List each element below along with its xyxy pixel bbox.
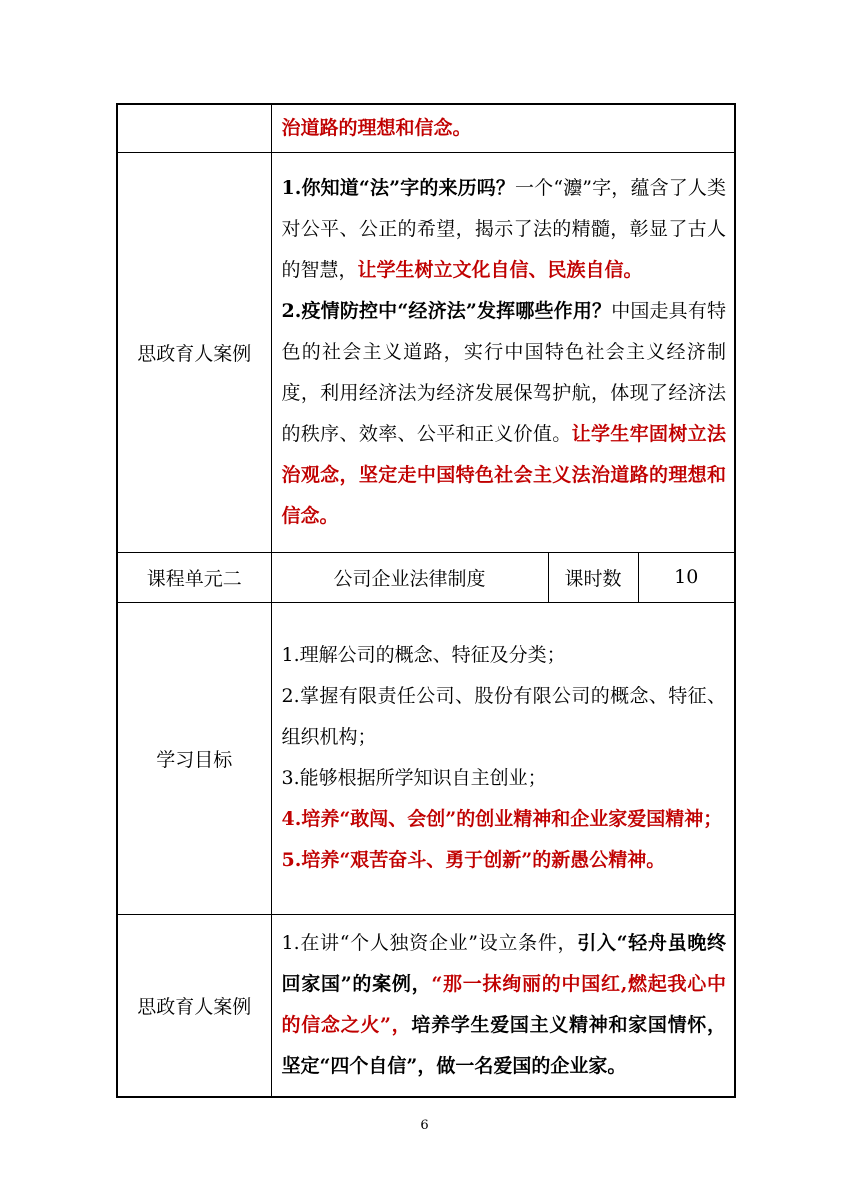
curriculum-table (116, 103, 736, 1098)
case-row-1 (117, 152, 735, 552)
continuation-row (117, 104, 735, 152)
case1-body-1: 一个“灋”字，蕴含了人类对公平、公正的希望，揭示了法的精髓，彰显了古人的智慧， (281, 176, 727, 281)
goals-label: 学习目标 (117, 602, 271, 914)
continuation-label-cell (117, 104, 271, 152)
case-content-2 (271, 914, 735, 1097)
goal-item: 3.能够根据所学知识自主创业； (281, 767, 547, 789)
hours-value: 10 (638, 552, 735, 602)
case1-paragraph-2 (282, 291, 727, 537)
hours-label: 课时数 (548, 552, 638, 602)
case-content-1 (271, 152, 735, 552)
case2-text-c: “那一抹绚丽的中国红,燃起我心中的信念之火”， (281, 973, 727, 1037)
goals-content (271, 602, 735, 914)
continuation-content-cell (271, 104, 735, 152)
case-label-1: 思政育人案例 (117, 152, 271, 552)
goal-item: 1.理解公司的概念、特征及分类； (281, 644, 566, 666)
case1-question-1: 1.你知道“法”字的来历吗？ (281, 176, 516, 199)
case2-text-a: 1.在讲“个人独资企业”设立条件， (281, 932, 578, 955)
case-row-2 (117, 914, 735, 1097)
unit-name: 公司企业法律制度 (271, 552, 548, 602)
page-number: 6 (420, 1118, 429, 1133)
case2-text-b: 引入“轻舟虽晚终回家国”的案例， (281, 932, 727, 996)
goals-row (117, 602, 735, 914)
case1-body-2: 中国走具有特色的社会主义道路，实行中国特色社会主义经济制度，利用经济法为经济发展保驾护航，体现了经济法的秩序、效率、公平和正义价值。 (281, 299, 727, 445)
goal-item-red: 4.培养“敢闯、会创”的创业精神和企业家爱国精神； (281, 808, 723, 830)
case2-paragraph-1 (282, 923, 727, 1087)
unit-row (117, 552, 735, 602)
continuation-text: 治道路的理想和信念。 (281, 116, 472, 139)
case1-red-2: 让学生牢固树立法治观念，坚定走中国特色社会主义法治道路的理想和信念。 (281, 422, 727, 527)
case1-question-2: 2.疫情防控中“经济法”发挥哪些作用？ (281, 299, 612, 322)
case1-paragraph-1 (282, 168, 727, 291)
goal-item-red: 5.培养“艰苦奋斗、勇于创新”的新愚公精神。 (281, 849, 666, 871)
case2-text-d: 培养学生爱国主义精神和家国情怀，坚定“四个自信”，做一名爱国的企业家。 (281, 1014, 727, 1078)
case1-red-1: 让学生树立文化自信、民族自信。 (357, 258, 643, 281)
unit-label: 课程单元二 (117, 552, 271, 602)
case-label-2: 思政育人案例 (117, 914, 271, 1097)
goal-item: 2.掌握有限责任公司、股份有限公司的概念、特征、组织机构； (281, 685, 727, 748)
